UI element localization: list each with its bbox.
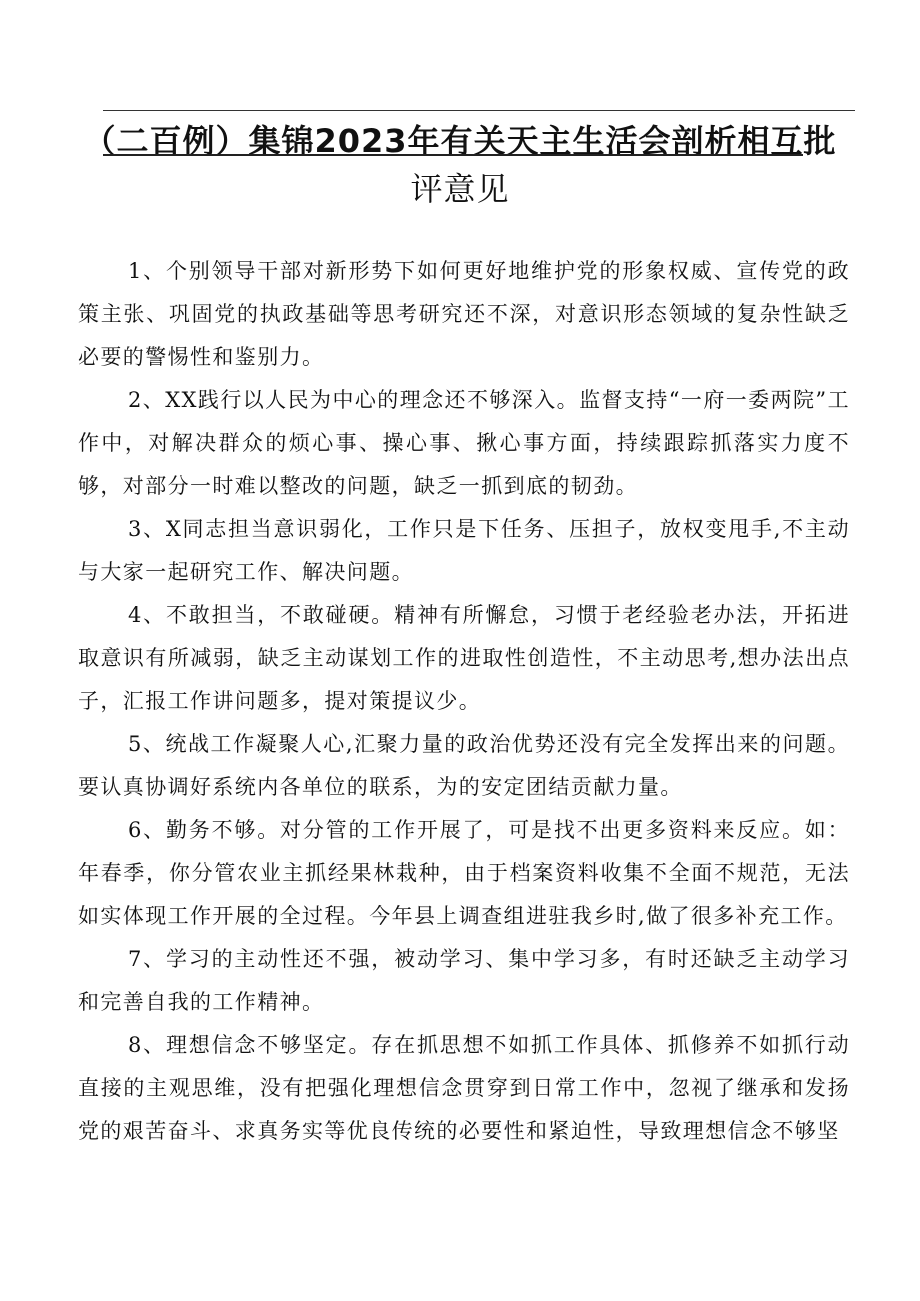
paragraph-1: 1、个别领导干部对新形势下如何更好地维护党的形象权威、宣传党的政策主张、巩固党的执政基础等思考研究还不深，对意识形态领域的复杂性缺乏必要的警惕性和鉴别力。 [78, 259, 850, 369]
paragraph-5: 5、统战工作凝聚人心,汇聚力量的政治优势还没有完全发挥出来的问题。要认真协调好系统内各单位的联系，为的安定团结贡献力量。 [78, 732, 850, 799]
paragraph-7: 7、学习的主动性还不强，被动学习、集中学习多，有时还缺乏主动学习和完善自我的工作精神。 [78, 947, 850, 1014]
paragraph-3: 3、X同志担当意识弱化，工作只是下任务、压担子，放权变甩手,不主动与大家一起研究工作、解决问题。 [78, 517, 850, 584]
paragraph-8: 8、理想信念不够坚定。存在抓思想不如抓工作具体、抓修养不如抓行动直接的主观思维，没有把强化理想信念贯穿到日常工作中，忽视了继承和发扬党的艰苦奋斗、求真务实等优良传统的必要性和紧迫性，导致理想信念不够坚 [78, 1033, 850, 1143]
paragraph-6: 6、勤务不够。对分管的工作开展了，可是找不出更多资料来反应。如：年春季，你分管农业主抓经果林栽种，由于档案资料收集不全面不规范，无法如实体现工作开展的全过程。今年县上调查组进驻我乡时,做了很多补充工作。 [78, 818, 850, 928]
paragraph-2: 2、XX践行以人民为中心的理念还不够深入。监督支持“一府一委两院”工作中，对解决群众的烦心事、操心事、揪心事方面，持续跟踪抓落实力度不够，对部分一时难以整改的问题，缺乏一抓到底的韧劲。 [78, 388, 850, 498]
document-title-continued: 评意见 [410, 170, 510, 208]
header-rule [103, 110, 855, 111]
paragraph-4: 4、不敢担当，不敢碰硬。精神有所懈怠，习惯于老经验老办法，开拓进取意识有所减弱，缺乏主动谋划工作的进取性创造性，不主动思考,想办法出点子，汇报工作讲问题多，提对策提议少。 [78, 603, 850, 713]
document-title: （二百例）集锦2023年有关天主生活会剖析相互批 [83, 122, 837, 160]
title-underline [103, 154, 803, 156]
document-body [78, 250, 850, 1153]
